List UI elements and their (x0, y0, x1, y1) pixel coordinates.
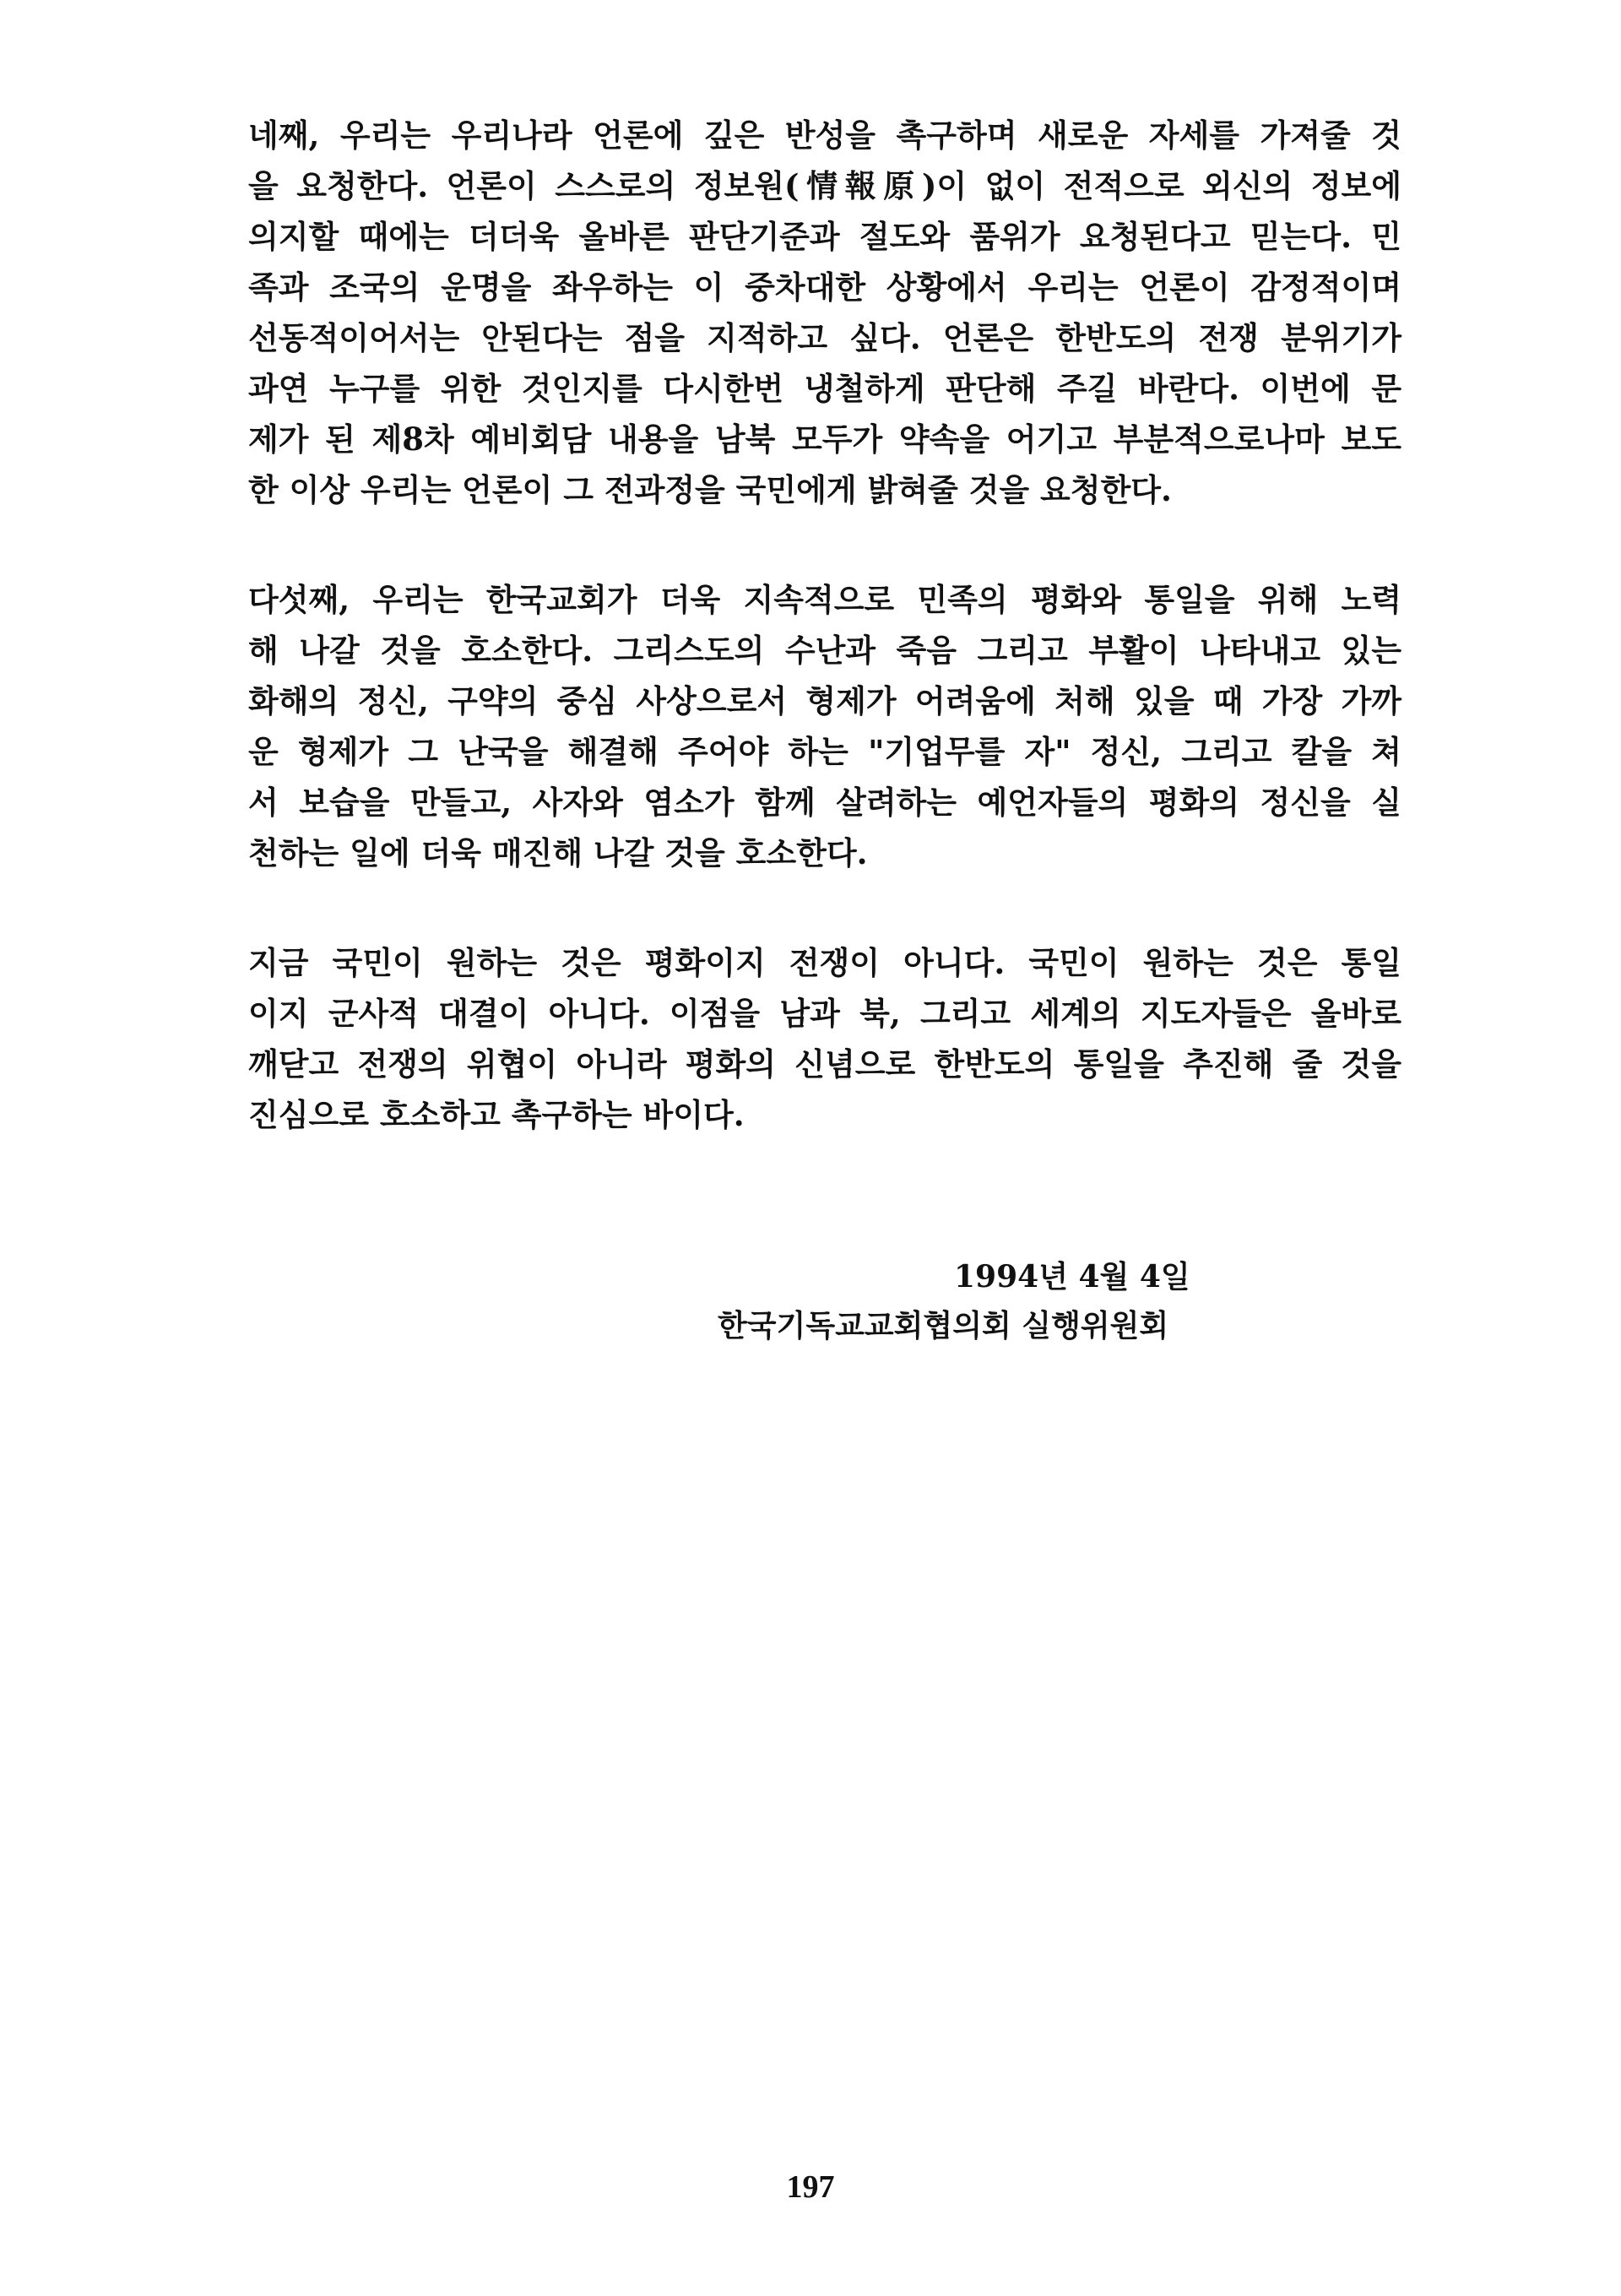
text-line: 이지 군사적 대결이 아니다. 이점을 남과 북, 그리고 세계의 지도자들은 올바로 (248, 995, 1401, 1032)
text-line: 해 나갈 것을 호소한다. 그리스도의 수난과 죽음 그리고 부활이 나타내고 있는 (248, 632, 1401, 669)
paragraph-conclusion (248, 937, 1401, 1140)
text-line: 다섯째, 우리는 한국교회가 더욱 지속적으로 민족의 평화와 통일을 위해 노력 (248, 581, 1401, 618)
text-line: 의지할 때에는 더더욱 올바른 판단기준과 절도와 품위가 요청된다고 믿는다. 민 (248, 218, 1401, 255)
signature-organization: 한국기독교교회협의회 실행위원회 (718, 1308, 1169, 1343)
text-line: 을 요청한다. 언론이 스스로의 정보원(情報原)이 없이 전적으로 외신의 정보에 (248, 167, 1401, 204)
text-line: 네째, 우리는 우리나라 언론에 깊은 반성을 촉구하며 새로운 자세를 가져줄 것 (248, 117, 1401, 154)
paragraph-fourth (248, 110, 1401, 515)
text-line: 운 형제가 그 난국을 해결해 주어야 하는 "기업무를 자" 정신, 그리고 칼을 쳐 (248, 733, 1401, 770)
text-line: 과연 누구를 위한 것인지를 다시한번 냉철하게 판단해 주길 바란다. 이번에 문 (248, 370, 1401, 407)
text-line: 깨닫고 전쟁의 위협이 아니라 평화의 신념으로 한반도의 통일을 추진해 줄 것을 (248, 1045, 1401, 1083)
page-number: 197 (786, 2169, 835, 2205)
text-line: 지금 국민이 원하는 것은 평화이지 전쟁이 아니다. 국민이 원하는 것은 통일 (248, 944, 1402, 981)
signature-date: 1994년 4월 4일 (954, 1259, 1190, 1295)
text-line: 진심으로 호소하고 촉구하는 바이다. (248, 1096, 745, 1133)
text-line: 한 이상 우리는 언론이 그 전과정을 국민에게 밝혀줄 것을 요청한다. (248, 471, 1172, 508)
text-line: 제가 된 제8차 예비회담 내용을 남북 모두가 약속을 어기고 부분적으로나마 보도 (248, 421, 1401, 458)
text-line: 족과 조국의 운명을 좌우하는 이 중차대한 상황에서 우리는 언론이 감정적이며 (248, 269, 1401, 306)
text-line: 천하는 일에 더욱 매진해 나갈 것을 호소한다. (248, 834, 868, 871)
paragraph-fifth (248, 574, 1401, 878)
text-line: 선동적이어서는 안된다는 점을 지적하고 싶다. 언론은 한반도의 전쟁 분위기가 (248, 319, 1401, 356)
text-line: 서 보습을 만들고, 사자와 염소가 함께 살려하는 예언자들의 평화의 정신을 실 (248, 784, 1401, 821)
text-line: 화해의 정신, 구약의 중심 사상으로서 형제가 어려움에 처해 있을 때 가장 가까 (248, 682, 1401, 719)
